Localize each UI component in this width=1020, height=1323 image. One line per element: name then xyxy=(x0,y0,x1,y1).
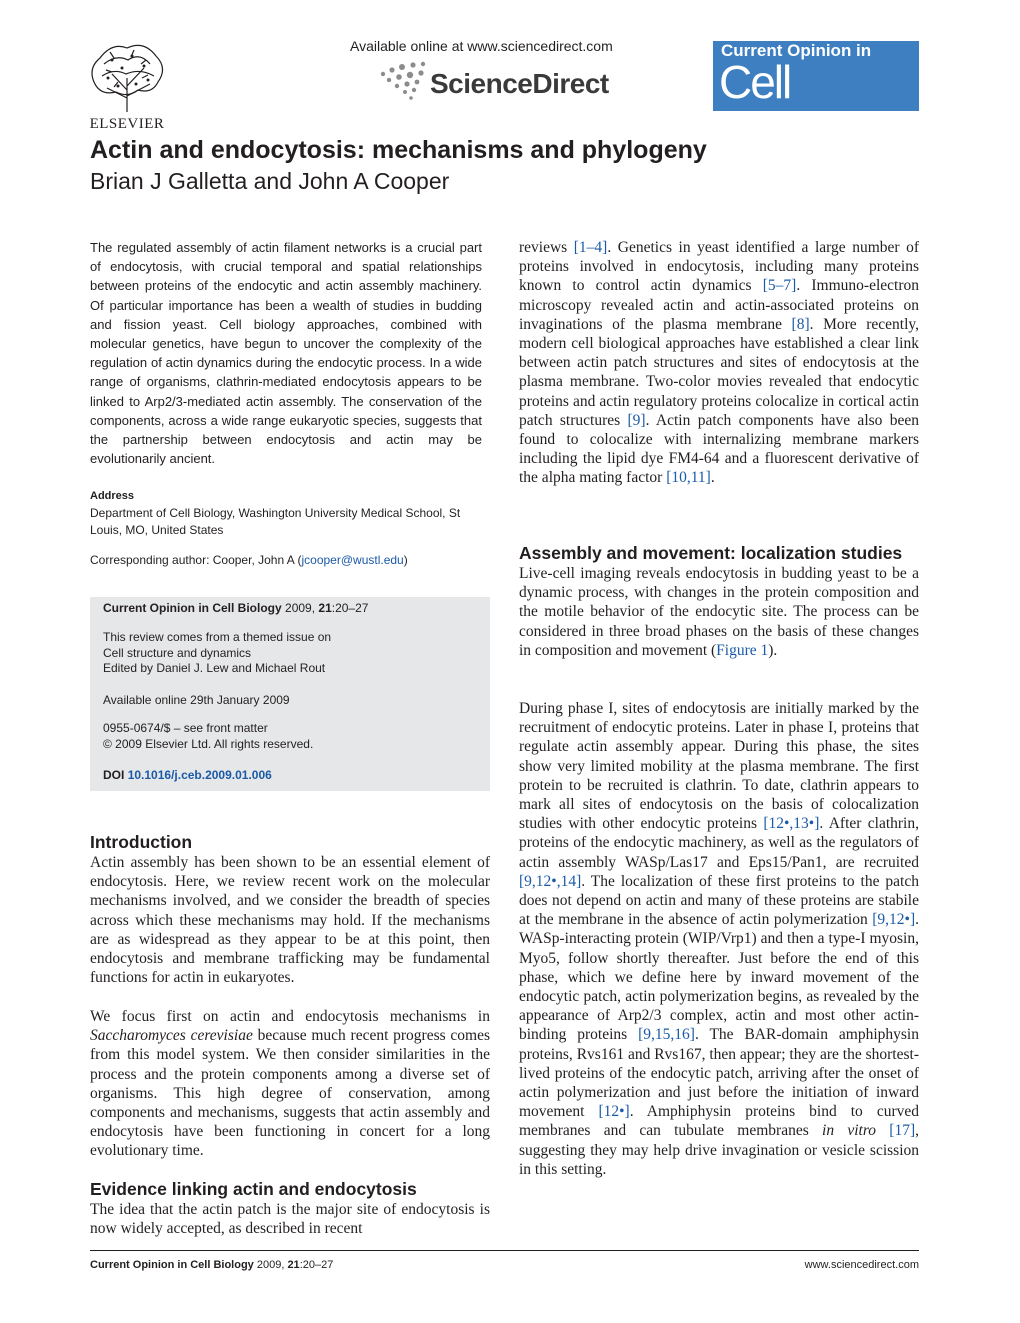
sciencedirect-wordmark: ScienceDirect xyxy=(430,68,609,99)
figure-1-link[interactable]: Figure 1 xyxy=(716,641,769,659)
info-themed-line1: This review comes from a themed issue on xyxy=(103,630,332,644)
corresponding-author xyxy=(90,553,490,567)
info-journal: Current Opinion in Cell Biology xyxy=(103,601,282,615)
assembly-text-a: Live-cell imaging reveals endocytosis in budding yeast to be a dynamic process, with changes in the protein composition and the motile behavior of the endocytic site. The process can be considered in three broad phases on the basis of these changes in composition and movement ( xyxy=(519,565,919,659)
info-issn: 0955-0674/$ – see front matter xyxy=(103,721,268,735)
reference-link[interactable]: [8] xyxy=(791,315,810,333)
reference-link[interactable]: [9] xyxy=(627,411,646,429)
doi-link[interactable]: 10.1016/j.ceb.2009.01.006 xyxy=(127,768,272,782)
info-available: Available online 29th January 2009 xyxy=(103,693,290,707)
reference-link[interactable]: [9,12•,14] xyxy=(519,872,582,890)
info-year: 2009, xyxy=(285,601,316,615)
reference-link[interactable]: [12•,13•] xyxy=(763,815,820,833)
introduction-paragraph-1: Actin assembly has been shown to be an essential element of endocytosis. Here, we review recent work on the molecular mechanisms involved, and we consider the breadth of species across which these mechanisms may hold. If the mechanisms are as widespread as they appear to be at this point, then endocytosis and membrane trafficking may be fundamental functions for actin in eukaryotes. xyxy=(90,854,490,987)
phase-text-f: . Amphiphysin proteins bind to curved membranes and can tubulate membranes xyxy=(519,1103,919,1140)
reference-link[interactable]: [1–4] xyxy=(573,239,608,256)
info-copyright: © 2009 Elsevier Ltd. All rights reserved. xyxy=(103,737,314,751)
footer-divider xyxy=(90,1250,919,1251)
intro-p2-text-a: We focus first on actin and endocytosis mechanisms in xyxy=(90,1008,490,1025)
phase-text-b: . After clathrin, proteins of the endocytic machinery, as well as the regulators of actin assembly WASp/Las17 and Eps15/Pan1, are recruited xyxy=(519,815,919,871)
phase-text-d: . WASp-interacting protein (WIP/Vrp1) and then a type-I myosin, Myo5, follow shortly thereafter. Just before the end of this phase, which we define here by inward movement of the endocytic patch, actin polymerization begins, as revealed by the appearance of Arp2/3 complex, actin and most other actin-binding proteins xyxy=(519,911,919,1044)
right-p1-c: . Immuno-electron microscopy revealed actin and actin-associated proteins on invaginations of the plasma membrane xyxy=(519,277,919,333)
phase-text-a: During phase I, sites of endocytosis are initially marked by the recruitment of endocytic proteins. Later in phase I, proteins that regulate actin assembly appear. During this phase, the sites show very limited mobility at the plasma membrane. The first protein to be recruited is clathrin. To date, clathrin appears to mark all sites of endocytosis on the basis of colocalization studies with other endocytic proteins xyxy=(519,700,919,833)
reference-link[interactable]: [9,12•] xyxy=(872,911,916,929)
elsevier-tree-icon xyxy=(82,38,172,114)
evidence-paragraph-start: The idea that the actin patch is the major site of endocytosis is now widely accepted, as described in recent xyxy=(90,1201,490,1238)
right-p1-e: . Actin patch components have also been found to colocalize with internalizing membrane markers including the lipid dye FM4-64 and a fluorescent derivative of the alpha mating factor xyxy=(519,411,919,487)
footer-citation xyxy=(90,1259,333,1271)
footer-year: 2009, xyxy=(256,1259,285,1271)
phase-text-c: . The localization of these first proteins to the patch does not depend on actin and many of these proteins are stabile at the membrane in the absence of actin polymerization xyxy=(519,872,919,929)
address-text: Department of Cell Biology, Washington University Medical School, St Louis, MO, United States xyxy=(90,506,461,537)
phase-text-h: , suggesting they may help drive invagination or vesicle scission in this setting. xyxy=(519,1122,919,1178)
journal-logo-line1: Current Opinion in xyxy=(721,41,872,60)
species-name: Saccharomyces cerevisiae xyxy=(90,1027,253,1045)
phase-paragraph xyxy=(519,699,919,1179)
assembly-text-b: ). xyxy=(768,641,778,659)
elsevier-logo xyxy=(82,38,172,133)
assembly-heading: Assembly and movement: localization studies xyxy=(519,543,903,563)
right-p1-d: . More recently, modern cell biological approaches have established a clear link between actin patch structures and sites of endocytosis at the plasma membrane. Two-color movies revealed that endocytic proteins and actin regulatory proteins colocalize in cortical actin patch structures xyxy=(519,315,919,429)
abstract: The regulated assembly of actin filament networks is a crucial part of endocytosis, with crucial temporal and spatial relationships between proteins of the endocytic and actin assembly machinery. Of particular importance has been a wealth of studies in budding and fission yeast. Cell biology approaches, combined with molecular genetics, have begun to uncover the complexity of the regulation of actin dynamics during the endocytic process. In a wide range of organisms, clathrin-mediated endocytosis appears to be linked to Arp2/3-mediated actin assembly. The conservation of the components, across a wide range eukaryotic species, suggests that the partnership between endocytosis and actin may be evolutionarily ancient. xyxy=(90,240,482,467)
info-volume: 21 xyxy=(318,601,332,615)
right-p1-f: . xyxy=(710,469,715,487)
info-editors: Edited by Daniel J. Lew and Michael Rout xyxy=(103,661,326,675)
assembly-paragraph xyxy=(519,564,919,660)
reference-link[interactable]: [5–7] xyxy=(762,277,797,295)
article-info-box xyxy=(90,597,490,791)
footer-volume: 21 xyxy=(287,1259,300,1271)
right-p1-b: . Genetics in yeast identified a large number of proteins involved in endocytosis, including many proteins known to control actin dynamics xyxy=(519,239,919,295)
publisher-name: ELSEVIER xyxy=(89,116,165,132)
reference-link[interactable]: [17] xyxy=(889,1122,916,1140)
author-email-link[interactable]: jcooper@wustl.edu xyxy=(301,553,404,567)
footer-pages: :20–27 xyxy=(299,1259,334,1271)
doi-label: DOI xyxy=(103,768,125,782)
article-authors: Brian J Galletta and John A Cooper xyxy=(90,168,450,194)
intro-p2-text-b: because much recent progress comes from this model system. We then consider similarities in the process and the protein components among a diverse set of organisms. This high degree of conservation, among components and mechanisms, suggests that actin assembly and endocytosis have been functioning in concert for a long evolutionary time. xyxy=(90,1027,490,1160)
introduction-paragraph-2 xyxy=(90,1007,490,1161)
right-p1-a: reviews xyxy=(519,239,574,256)
footer-journal: Current Opinion in Cell Biology xyxy=(90,1259,254,1271)
reference-link[interactable]: [12•] xyxy=(598,1103,630,1121)
available-online-text: Available online at www.sciencedirect.com xyxy=(350,38,613,54)
info-doi xyxy=(103,768,272,782)
info-themed-line2: Cell structure and dynamics xyxy=(103,646,252,660)
reference-link[interactable]: [9,15,16] xyxy=(638,1026,695,1044)
in-vitro-italic: in vitro xyxy=(822,1122,877,1140)
footer-url[interactable]: www.sciencedirect.com xyxy=(804,1259,919,1271)
corresponding-prefix: Corresponding author: Cooper, John A ( xyxy=(90,553,302,567)
address-heading: Address xyxy=(90,490,135,502)
journal-logo xyxy=(713,41,919,162)
info-pages: :20–27 xyxy=(331,601,369,615)
introduction-heading: Introduction xyxy=(90,832,193,852)
reference-link[interactable]: [10,11] xyxy=(666,469,711,487)
phase-text-g xyxy=(876,1122,889,1139)
phase-text-e: . The BAR-domain amphiphysin proteins, Rvs161 and Rvs167, then appear; they are the shortest-lived proteins of the endocytic patch, arriving after the onset of actin polymerization and just before the initiation of inward movement xyxy=(519,1026,919,1121)
info-citation xyxy=(103,601,368,615)
evidence-heading: Evidence linking actin and endocytosis xyxy=(90,1179,417,1199)
evidence-paragraph-continued xyxy=(519,238,919,488)
journal-logo-line2: Cell Biology xyxy=(719,56,856,162)
article-title: Actin and endocytosis: mechanisms and phylogeny xyxy=(90,136,707,164)
corresponding-suffix: ) xyxy=(403,553,408,567)
